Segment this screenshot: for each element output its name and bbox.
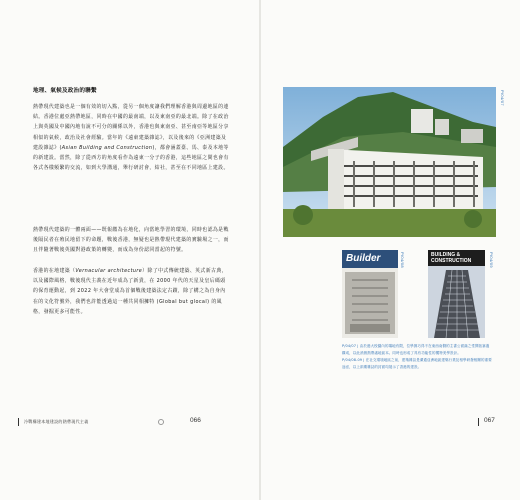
cover-1-label: P/04/08 xyxy=(400,252,405,268)
running-title: 冷戰構建本地建設的熱帶現代主義 xyxy=(24,419,89,424)
section-heading: 地理、氣候及政治的聯繫 xyxy=(33,88,97,94)
footer-rule xyxy=(18,418,19,426)
photo-1-label: P/04/07 xyxy=(500,90,505,106)
paragraph-1-text-a: 熱帶現代建築也是一個有效的切入點，從另一個角度讓我們理解香港與周邊地區的連結。香港位處亞熱帶地區，同時在中國的最南端，以及東南亞的最北端。除了在政治上與英國及中國內地有說不可分的關係以外，香港也與東南亞、甚至南亞等地區分享相似的氣候，政治及社會經驗。當年的《遠東建築雜誌》，以及後來的《亞洲建築及建設雜誌》( xyxy=(33,104,229,151)
paragraph-3-italic: Vernacular architecture xyxy=(75,268,143,274)
magazine-cover-building-construction xyxy=(428,250,485,338)
paragraph-2: 熱帶現代建築的一體兩面——既報繳為在地化，向當地學習的環境，同時也認為是戰後隔民者在殖民地留下的命題，戰後香港，無疑也是熱帶現代建築的實驗場之一，而且伴隨著戰後英國對港政策的轉變，而成為身份認同當起的符號。 xyxy=(33,227,229,254)
page-number-right: 067 xyxy=(484,417,495,424)
cover-2-label: P/04/09 xyxy=(489,252,494,268)
paragraph-3-text-b: ）除了中式傳統建築、英式新古典，以及國際風格，戰後現代主義在近年成為了新貴，在 2000 年代的天星及皇后碼頭的保育運動起，到 2022 年大會堂成為首個戰後建築法定古蹟，除了構之為自身內在的文化符號外，我們也許能透過這一種共同相擁特 (Global but glocal) 的風格，發掘更多可能性。 xyxy=(33,268,227,315)
cover-2-title: BUILDING & CONSTRUCTION xyxy=(431,252,472,264)
paragraph-1 xyxy=(33,102,229,173)
caption-covers: P/04/08-09 | 在社交環境地區之前，建築雜誌是溝通亞洲地區建築行業及相學研發相關的重要途徑，以上兩期雜誌的封面均展示了香港的建設。 xyxy=(342,358,492,369)
paragraph-3 xyxy=(33,266,229,317)
paragraph-1-text-b: )，都會涵蓋臺、馬、泰及本地等的新建設。當然，除了從西方的角度看作為遠東一分子的香港，這些地區之間也會有各式各樣頻繁的交流，如到大學溝通，舉行研討會，結社，甚至在不同地區上建設。 xyxy=(33,144,229,172)
circle-ornament-icon xyxy=(158,419,164,425)
footer-rule-right xyxy=(478,418,479,426)
footer-left xyxy=(18,418,89,426)
footer-ornament xyxy=(158,418,188,426)
caption-photo-1: P/04/07 | 由於港大校園內的場地有限，位學據巧得不在東西南側的主書公面滿之堂開拓塞過構成，以此消納熱帶處地區本。同時也形成了具有功能性的獨特美學設計。 xyxy=(342,344,490,355)
paragraph-3-text-a: 香港的在地建築（ xyxy=(33,268,76,274)
page-number-left: 066 xyxy=(190,417,201,424)
magazine-cover-builder xyxy=(342,250,398,338)
left-page xyxy=(0,0,259,500)
building-photo-illustration xyxy=(283,87,496,237)
paragraph-1-italic: Asian Building and Construction xyxy=(61,144,153,151)
building-photo xyxy=(283,87,496,237)
cover-1-title: Builder xyxy=(346,253,381,264)
